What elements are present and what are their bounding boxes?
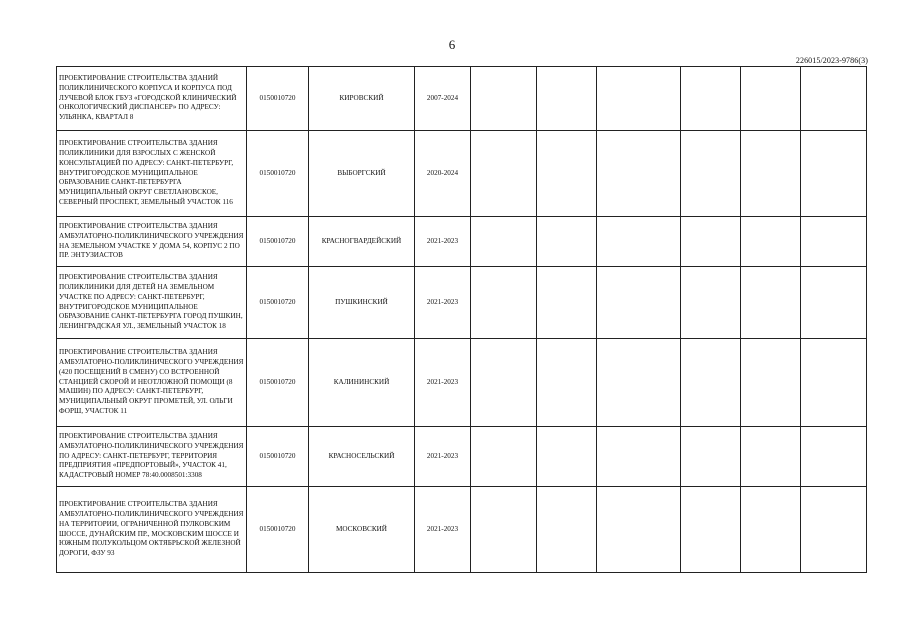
- empty-cell: [537, 67, 597, 131]
- table-row: [57, 267, 867, 339]
- empty-cell: [681, 217, 741, 267]
- target-code: 0150010720: [247, 67, 309, 131]
- empty-cell: [801, 267, 867, 339]
- table-row: [57, 131, 867, 217]
- empty-cell: [801, 131, 867, 217]
- table-row: [57, 427, 867, 487]
- empty-cell: [681, 267, 741, 339]
- empty-cell: [597, 427, 681, 487]
- empty-cell: [537, 427, 597, 487]
- empty-cell: [681, 339, 741, 427]
- empty-cell: [597, 217, 681, 267]
- object-name: ПРОЕКТИРОВАНИЕ СТРОИТЕЛЬСТВА ЗДАНИЙ ПОЛИКЛИНИЧЕСКОГО КОРПУСА И КОРПУСА ПОД ЛУЧЕВОЙ БЛОК ГБУЗ «ГОРОДСКОЙ КЛИНИЧЕСКИЙ ОНКОЛОГИЧЕСКИЙ ДИСПАНСЕР» ПО АДРЕСУ: УЛЬЯНКА, КВАРТАЛ 8: [57, 67, 247, 131]
- empty-cell: [741, 67, 801, 131]
- empty-cell: [597, 67, 681, 131]
- empty-cell: [537, 487, 597, 573]
- implementation-period: 2021-2023: [415, 487, 471, 573]
- empty-cell: [471, 131, 537, 217]
- empty-cell: [801, 427, 867, 487]
- implementation-period: 2020-2024: [415, 131, 471, 217]
- empty-cell: [537, 131, 597, 217]
- empty-cell: [471, 427, 537, 487]
- target-code: 0150010720: [247, 487, 309, 573]
- district-name: КАЛИНИНСКИЙ: [309, 339, 415, 427]
- object-name: ПРОЕКТИРОВАНИЕ СТРОИТЕЛЬСТВА ЗДАНИЯ ПОЛИКЛИНИКИ ДЛЯ ВЗРОСЛЫХ С ЖЕНСКОЙ КОНСУЛЬТАЦИЕЙ ПО АДРЕСУ: САНКТ-ПЕТЕРБУРГ, ВНУТРИГОРОДСКОЕ МУНИЦИПАЛЬНОЕ ОБРАЗОВАНИЕ САНКТ-ПЕТЕРБУРГА МУНИЦИПАЛЬНЫЙ ОКРУГ СВЕТЛАНОВСКОЕ, СЕВЕРНЫЙ ПРОСПЕКТ, ЗЕМЕЛЬНЫЙ УЧАСТОК 116: [57, 131, 247, 217]
- table-row: [57, 487, 867, 573]
- empty-cell: [537, 339, 597, 427]
- object-name: ПРОЕКТИРОВАНИЕ СТРОИТЕЛЬСТВА ЗДАНИЯ АМБУЛАТОРНО-ПОЛИКЛИНИЧЕСКОГО УЧРЕЖДЕНИЯ (420 ПОСЕЩЕНИЙ В СМЕНУ) СО ВСТРОЕННОЙ СТАНЦИЕЙ СКОРОЙ И НЕОТЛОЖНОЙ ПОМОЩИ (8 МАШИН) ПО АДРЕСУ: САНКТ-ПЕТЕРБУРГ, МУНИЦИПАЛЬНЫЙ ОКРУГ ПРОМЕТЕЙ, УЛ. ОЛЬГИ ФОРШ, УЧАСТОК 11: [57, 339, 247, 427]
- empty-cell: [537, 217, 597, 267]
- implementation-period: 2007-2024: [415, 67, 471, 131]
- table-row: [57, 67, 867, 131]
- district-name: ВЫБОРГСКИЙ: [309, 131, 415, 217]
- table-row: [57, 217, 867, 267]
- object-name: ПРОЕКТИРОВАНИЕ СТРОИТЕЛЬСТВА ЗДАНИЯ ПОЛИКЛИНИКИ ДЛЯ ДЕТЕЙ НА ЗЕМЕЛЬНОМ УЧАСТКЕ ПО АДРЕСУ: САНКТ-ПЕТЕРБУРГ, ВНУТРИГОРОДСКОЕ МУНИЦИПАЛЬНОЕ ОБРАЗОВАНИЕ САНКТ-ПЕТЕРБУРГА ГОРОД ПУШКИН, ЛЕНИНГРАДСКАЯ УЛ., ЗЕМЕЛЬНЫЙ УЧАСТОК 18: [57, 267, 247, 339]
- table-row: [57, 339, 867, 427]
- implementation-period: 2021-2023: [415, 339, 471, 427]
- empty-cell: [741, 487, 801, 573]
- empty-cell: [597, 339, 681, 427]
- district-name: ПУШКИНСКИЙ: [309, 267, 415, 339]
- empty-cell: [681, 487, 741, 573]
- empty-cell: [471, 487, 537, 573]
- district-name: КИРОВСКИЙ: [309, 67, 415, 131]
- empty-cell: [597, 487, 681, 573]
- object-name: ПРОЕКТИРОВАНИЕ СТРОИТЕЛЬСТВА ЗДАНИЯ АМБУЛАТОРНО-ПОЛИКЛИНИЧЕСКОГО УЧРЕЖДЕНИЯ НА ЗЕМЕЛЬНОМ УЧАСТКЕ У ДОМА 54, КОРПУС 2 ПО ПР. ЭНТУЗИАСТОВ: [57, 217, 247, 267]
- empty-cell: [801, 217, 867, 267]
- object-name: ПРОЕКТИРОВАНИЕ СТРОИТЕЛЬСТВА ЗДАНИЯ АМБУЛАТОРНО-ПОЛИКЛИНИЧЕСКОГО УЧРЕЖДЕНИЯ ПО АДРЕСУ: САНКТ-ПЕТЕРБУРГ, ТЕРРИТОРИЯ ПРЕДПРИЯТИЯ «ПРЕДПОРТОВЫЙ», УЧАСТОК 41, КАДАСТРОВЫЙ НОМЕР 78:40.0008501:3308: [57, 427, 247, 487]
- empty-cell: [681, 131, 741, 217]
- object-name: ПРОЕКТИРОВАНИЕ СТРОИТЕЛЬСТВА ЗДАНИЯ АМБУЛАТОРНО-ПОЛИКЛИНИЧЕСКОГО УЧРЕЖДЕНИЯ НА ТЕРРИТОРИИ, ОГРАНИЧЕННОЙ ПУЛКОВСКИМ ШОССЕ, ДУНАЙСКИМ ПР., МОСКОВСКИМ ШОССЕ И ЮЖНЫМ ПОЛУКОЛЬЦОМ ОКТЯБРЬСКОЙ ЖЕЛЕЗНОЙ ДОРОГИ, ФЗУ 93: [57, 487, 247, 573]
- empty-cell: [741, 339, 801, 427]
- empty-cell: [801, 487, 867, 573]
- empty-cell: [741, 131, 801, 217]
- district-name: КРАСНОГВАРДЕЙСКИЙ: [309, 217, 415, 267]
- district-name: КРАСНОСЕЛЬСКИЙ: [309, 427, 415, 487]
- budget-table: [56, 66, 867, 573]
- implementation-period: 2021-2023: [415, 217, 471, 267]
- document-reference: 226015/2023-9786(3): [795, 56, 868, 65]
- empty-cell: [741, 217, 801, 267]
- empty-cell: [597, 267, 681, 339]
- empty-cell: [741, 267, 801, 339]
- empty-cell: [597, 131, 681, 217]
- empty-cell: [681, 67, 741, 131]
- target-code: 0150010720: [247, 427, 309, 487]
- empty-cell: [801, 67, 867, 131]
- implementation-period: 2021-2023: [415, 267, 471, 339]
- empty-cell: [471, 267, 537, 339]
- empty-cell: [537, 267, 597, 339]
- empty-cell: [471, 217, 537, 267]
- empty-cell: [801, 339, 867, 427]
- target-code: 0150010720: [247, 131, 309, 217]
- target-code: 0150010720: [247, 339, 309, 427]
- empty-cell: [741, 427, 801, 487]
- target-code: 0150010720: [247, 217, 309, 267]
- empty-cell: [681, 427, 741, 487]
- empty-cell: [471, 67, 537, 131]
- target-code: 0150010720: [247, 267, 309, 339]
- page-number: 6: [448, 37, 456, 52]
- district-name: МОСКОВСКИЙ: [309, 487, 415, 573]
- implementation-period: 2021-2023: [415, 427, 471, 487]
- empty-cell: [471, 339, 537, 427]
